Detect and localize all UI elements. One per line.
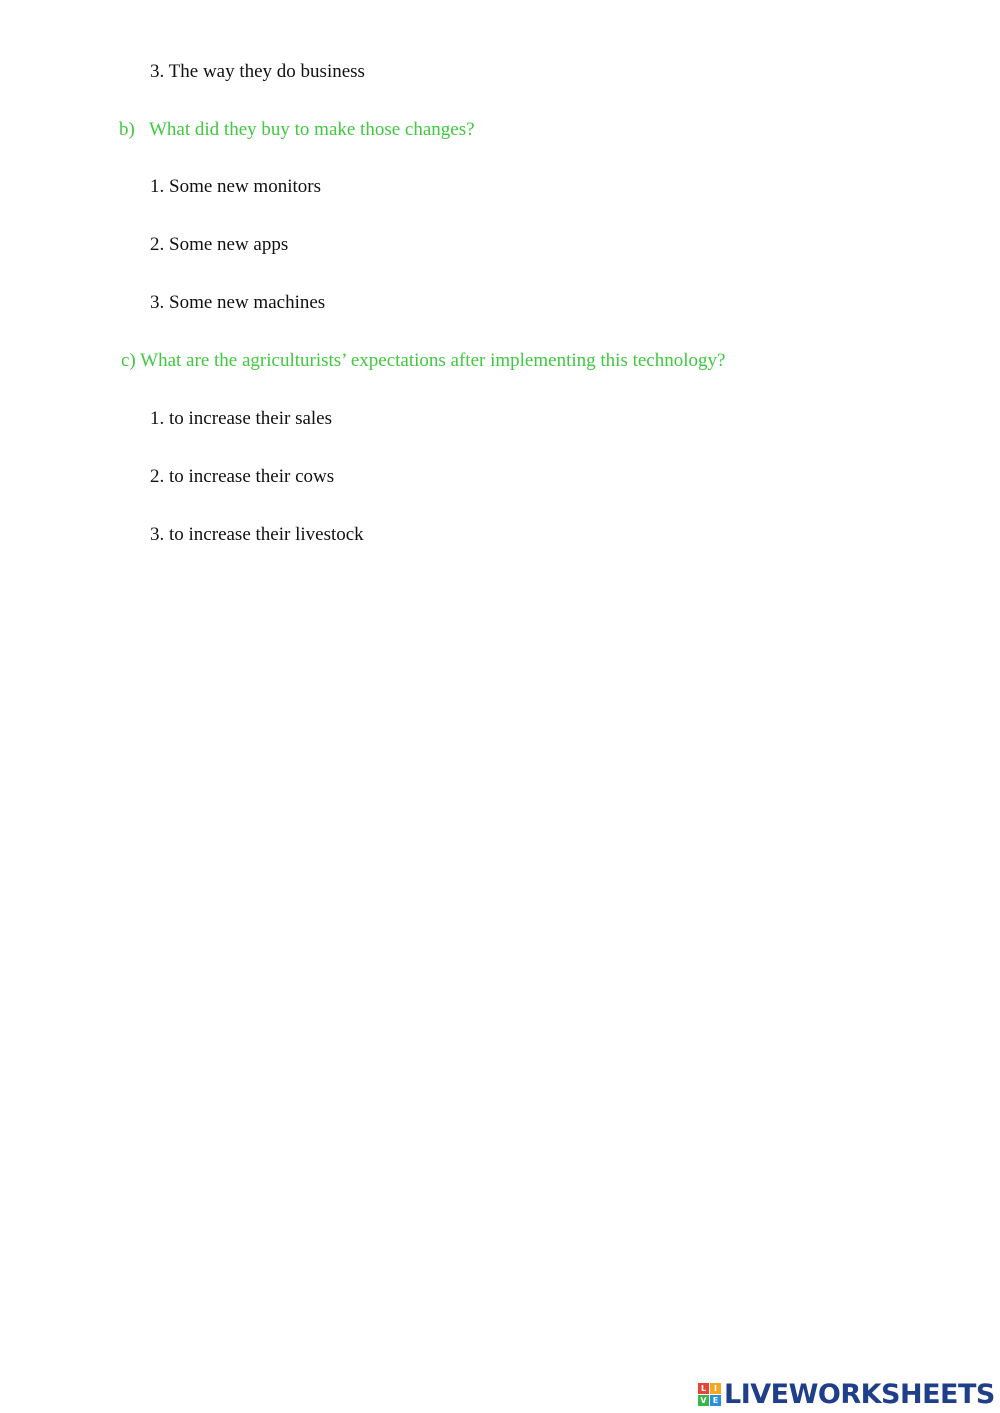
answer-b-2: 2. Some new apps (150, 234, 289, 255)
question-c: c) What are the agriculturists’ expectations after implementing this technology? (121, 350, 726, 371)
answer-b-3: 3. Some new machines (150, 292, 326, 313)
logo-tile: E (710, 1395, 721, 1406)
question-b-marker: b) (119, 119, 135, 140)
liveworksheets-logo (698, 1378, 995, 1410)
answer-b-1: 1. Some new monitors (150, 176, 321, 197)
answer-c-1: 1. to increase their sales (150, 408, 333, 429)
logo-tile: I (710, 1383, 721, 1394)
answer-c-3: 3. to increase their livestock (150, 524, 364, 545)
logo-tile: V (698, 1395, 709, 1406)
question-b (119, 118, 475, 142)
logo-tile: L (698, 1383, 709, 1394)
logo-tiles-icon (698, 1383, 721, 1406)
logo-text: LIVEWORKSHEETS (724, 1378, 995, 1410)
answer-c-2: 2. to increase their cows (150, 466, 335, 487)
answer-a-3: 3. The way they do business (150, 61, 365, 82)
question-b-text: What did they buy to make those changes? (149, 119, 475, 140)
